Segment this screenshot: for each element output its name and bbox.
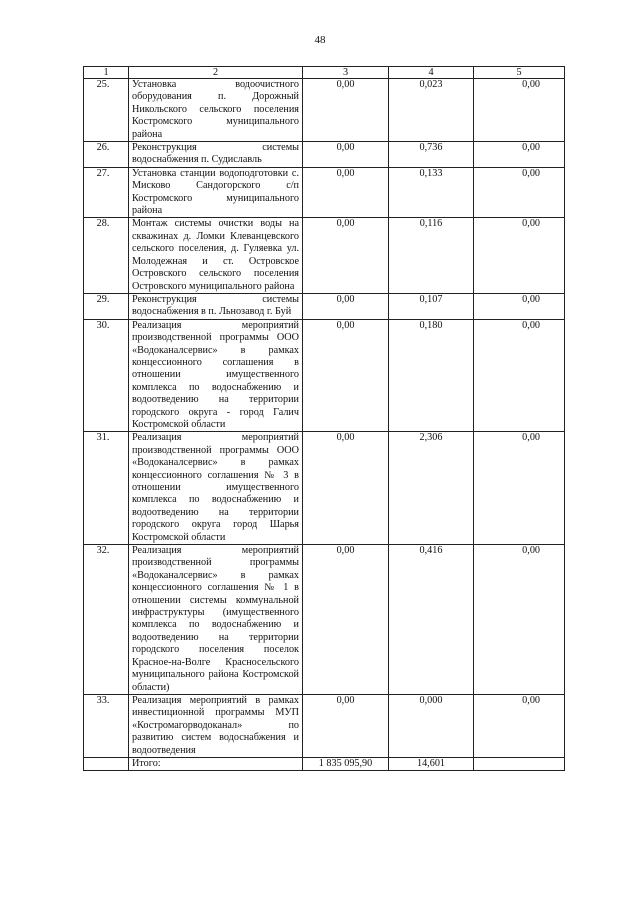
row-number: 33.	[84, 694, 129, 757]
row-value-4: 0,416	[389, 545, 474, 695]
row-value-3: 0,00	[303, 218, 389, 293]
total-value-5	[474, 757, 565, 770]
row-value-5: 0,00	[474, 293, 565, 319]
table-row	[84, 79, 565, 142]
table-row	[84, 142, 565, 168]
column-header: 4	[389, 67, 474, 79]
header-row	[84, 67, 565, 79]
row-value-3: 0,00	[303, 432, 389, 545]
row-value-3: 0,00	[303, 319, 389, 432]
row-value-5: 0,00	[474, 218, 565, 293]
row-value-3: 0,00	[303, 79, 389, 142]
table-row	[84, 293, 565, 319]
row-name: Реализация мероприятий в рамках инвестиционной программы МУП «Костромагорводоканал» по развитию систем водоснабжения и водоотведения	[129, 694, 303, 757]
row-name: Установка водоочистного оборудования п. Дорожный Никольского сельского поселения Костромского муниципального района	[129, 79, 303, 142]
row-number: 27.	[84, 167, 129, 218]
row-number: 32.	[84, 545, 129, 695]
row-value-3: 0,00	[303, 142, 389, 168]
column-header: 1	[84, 67, 129, 79]
row-value-3: 0,00	[303, 293, 389, 319]
row-value-4: 0,000	[389, 694, 474, 757]
row-name: Реализация мероприятий производственной программы ООО «Водоканалсервис» в рамках концессионного соглашения № 3 в отношении имущественного комплекса по водоснабжению и водоотведению на территории городского округа город Шарья Костромской области	[129, 432, 303, 545]
total-label: Итого:	[129, 757, 303, 770]
row-value-4: 0,133	[389, 167, 474, 218]
row-value-3: 0,00	[303, 167, 389, 218]
row-value-5: 0,00	[474, 432, 565, 545]
table-row	[84, 218, 565, 293]
column-header: 2	[129, 67, 303, 79]
row-value-5: 0,00	[474, 167, 565, 218]
row-value-3: 0,00	[303, 545, 389, 695]
row-value-5: 0,00	[474, 319, 565, 432]
row-number: 25.	[84, 79, 129, 142]
total-number	[84, 757, 129, 770]
table-row	[84, 319, 565, 432]
row-number: 29.	[84, 293, 129, 319]
total-value-4: 14,601	[389, 757, 474, 770]
table-row	[84, 167, 565, 218]
column-header: 3	[303, 67, 389, 79]
data-table	[83, 66, 565, 771]
page-number: 48	[314, 34, 326, 46]
row-name: Реализация мероприятий производственной программы ООО «Водоканалсервис» в рамках концессионного соглашения в отношении имущественного комплекса по водоснабжению и водоотведению на территории городского округа - город Галич Костромской области	[129, 319, 303, 432]
total-value-3: 1 835 095,90	[303, 757, 389, 770]
row-name: Реализация мероприятий производственной программы «Водоканалсервис» в рамках концессионного соглашения № 1 в отношении системы коммунальной инфраструктуры (имущественного комплекса по водоснабжению и водоотведению на территории городского поселения поселок Красное-на-Волге Красносельского муниципального района Костромской области)	[129, 545, 303, 695]
table-row	[84, 432, 565, 545]
row-value-5: 0,00	[474, 79, 565, 142]
row-value-4: 0,107	[389, 293, 474, 319]
row-value-4: 0,023	[389, 79, 474, 142]
row-value-5: 0,00	[474, 142, 565, 168]
row-number: 31.	[84, 432, 129, 545]
row-value-4: 0,116	[389, 218, 474, 293]
row-name: Реконструкция системы водоснабжения в п. Льнозавод г. Буй	[129, 293, 303, 319]
row-value-4: 0,180	[389, 319, 474, 432]
row-value-5: 0,00	[474, 545, 565, 695]
table-row	[84, 694, 565, 757]
row-number: 26.	[84, 142, 129, 168]
row-name: Монтаж системы очистки воды на скважинах д. Ломки Клеванцевского сельского поселения, д. Гуляевка ул. Молодежная и ст. Островское Островского сельского поселения Островского муниципального района	[129, 218, 303, 293]
row-value-3: 0,00	[303, 694, 389, 757]
table-row	[84, 545, 565, 695]
row-value-4: 2,306	[389, 432, 474, 545]
row-number: 30.	[84, 319, 129, 432]
column-header: 5	[474, 67, 565, 79]
row-name: Реконструкция системы водоснабжения п. Судиславль	[129, 142, 303, 168]
row-number: 28.	[84, 218, 129, 293]
total-row	[84, 757, 565, 770]
row-value-5: 0,00	[474, 694, 565, 757]
row-name: Установка станции водоподготовки с. Мисково Сандогорского с/п Костромского муниципального района	[129, 167, 303, 218]
row-value-4: 0,736	[389, 142, 474, 168]
